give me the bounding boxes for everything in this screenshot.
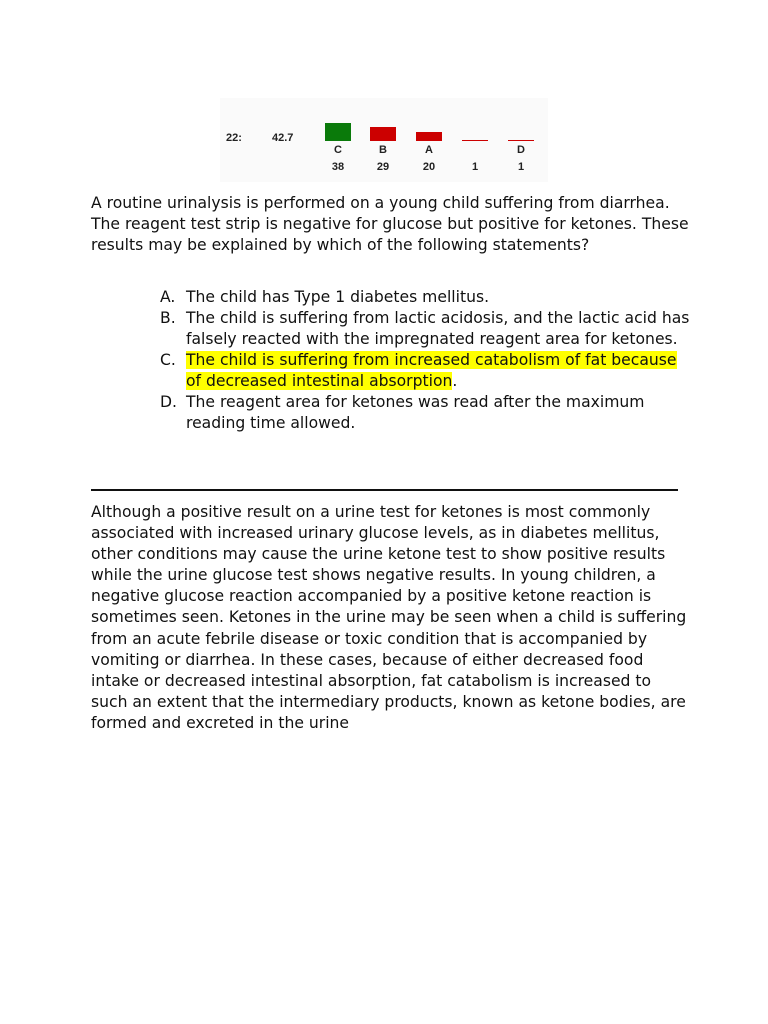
answer-bar-a (414, 98, 444, 182)
answer-bar-c (323, 98, 353, 182)
answer-bar-letter: B (379, 144, 387, 156)
answer-bar-letter: D (517, 144, 525, 156)
option-b (160, 308, 690, 350)
option-c (160, 350, 690, 392)
answer-bar-letter: C (334, 144, 342, 156)
answer-bar-fill (325, 123, 351, 141)
answer-bar-fill (462, 140, 488, 141)
question-number: 22: (226, 132, 242, 144)
answer-bar-count: 1 (471, 161, 479, 173)
option-suffix: . (452, 372, 458, 390)
answer-bar-fill (416, 132, 442, 141)
highlighted-answer: The child is suffering from increased catabolism of fat because of decreased intestinal absorption (186, 351, 677, 390)
option-letter: A. (160, 288, 176, 306)
option-text: The reagent area for ketones was read after the maximum reading time allowed. (186, 393, 645, 432)
option-a (160, 287, 690, 308)
option-text: The child is suffering from lactic acidosis, and the lactic acid has falsely reacted with the impregnated reagent area for ketones. (186, 309, 690, 348)
explanation-text: Although a positive result on a urine test for ketones is most commonly associated with increased urinary glucose levels, as in diabetes mellitus, other conditions may cause the urine ketone test to show positive results while the urine glucose test shows negative results. In young children, a negative glucose reaction accompanied by a positive ketone reaction is sometimes seen. Ketones in the urine may be seen when a child is suffering from an acute febrile disease or toxic condition that is accompanied by vomiting or diarrhea. In these cases, because of either decreased food intake or decreased intestinal absorption, fat catabolism is increased to such an extent that the intermediary products, known as ketone bodies, are formed and excreted in the urine (91, 503, 687, 732)
option-text-wrapper (186, 350, 690, 392)
answer-options (160, 287, 690, 434)
answer-bar-count: 38 (331, 161, 345, 173)
option-text: The child has Type 1 diabetes mellitus. (186, 288, 490, 306)
answer-bar-fill (370, 127, 396, 141)
option-letter: B. (160, 309, 176, 327)
answer-bar-count: 1 (517, 161, 525, 173)
answer-bar-count: 20 (422, 161, 436, 173)
answer-bar-count: 29 (376, 161, 390, 173)
question-stem: A routine urinalysis is performed on a young child suffering from diarrhea. The reagent test strip is negative for glucose but positive for ketones. These results may be explained by which of the following statements? (91, 194, 689, 254)
option-letter: D. (160, 393, 177, 411)
answer-stats-strip (220, 98, 548, 182)
answer-bar-b (368, 98, 398, 182)
answer-bar-fill (508, 140, 534, 141)
option-letter: C. (160, 351, 176, 369)
answer-bar-d (506, 98, 536, 182)
option-d (160, 392, 690, 434)
answer-bar-unlabeled (460, 98, 490, 182)
answer-bar-letter: A (425, 144, 433, 156)
percent-correct: 42.7 (272, 132, 294, 144)
section-divider (91, 489, 678, 491)
